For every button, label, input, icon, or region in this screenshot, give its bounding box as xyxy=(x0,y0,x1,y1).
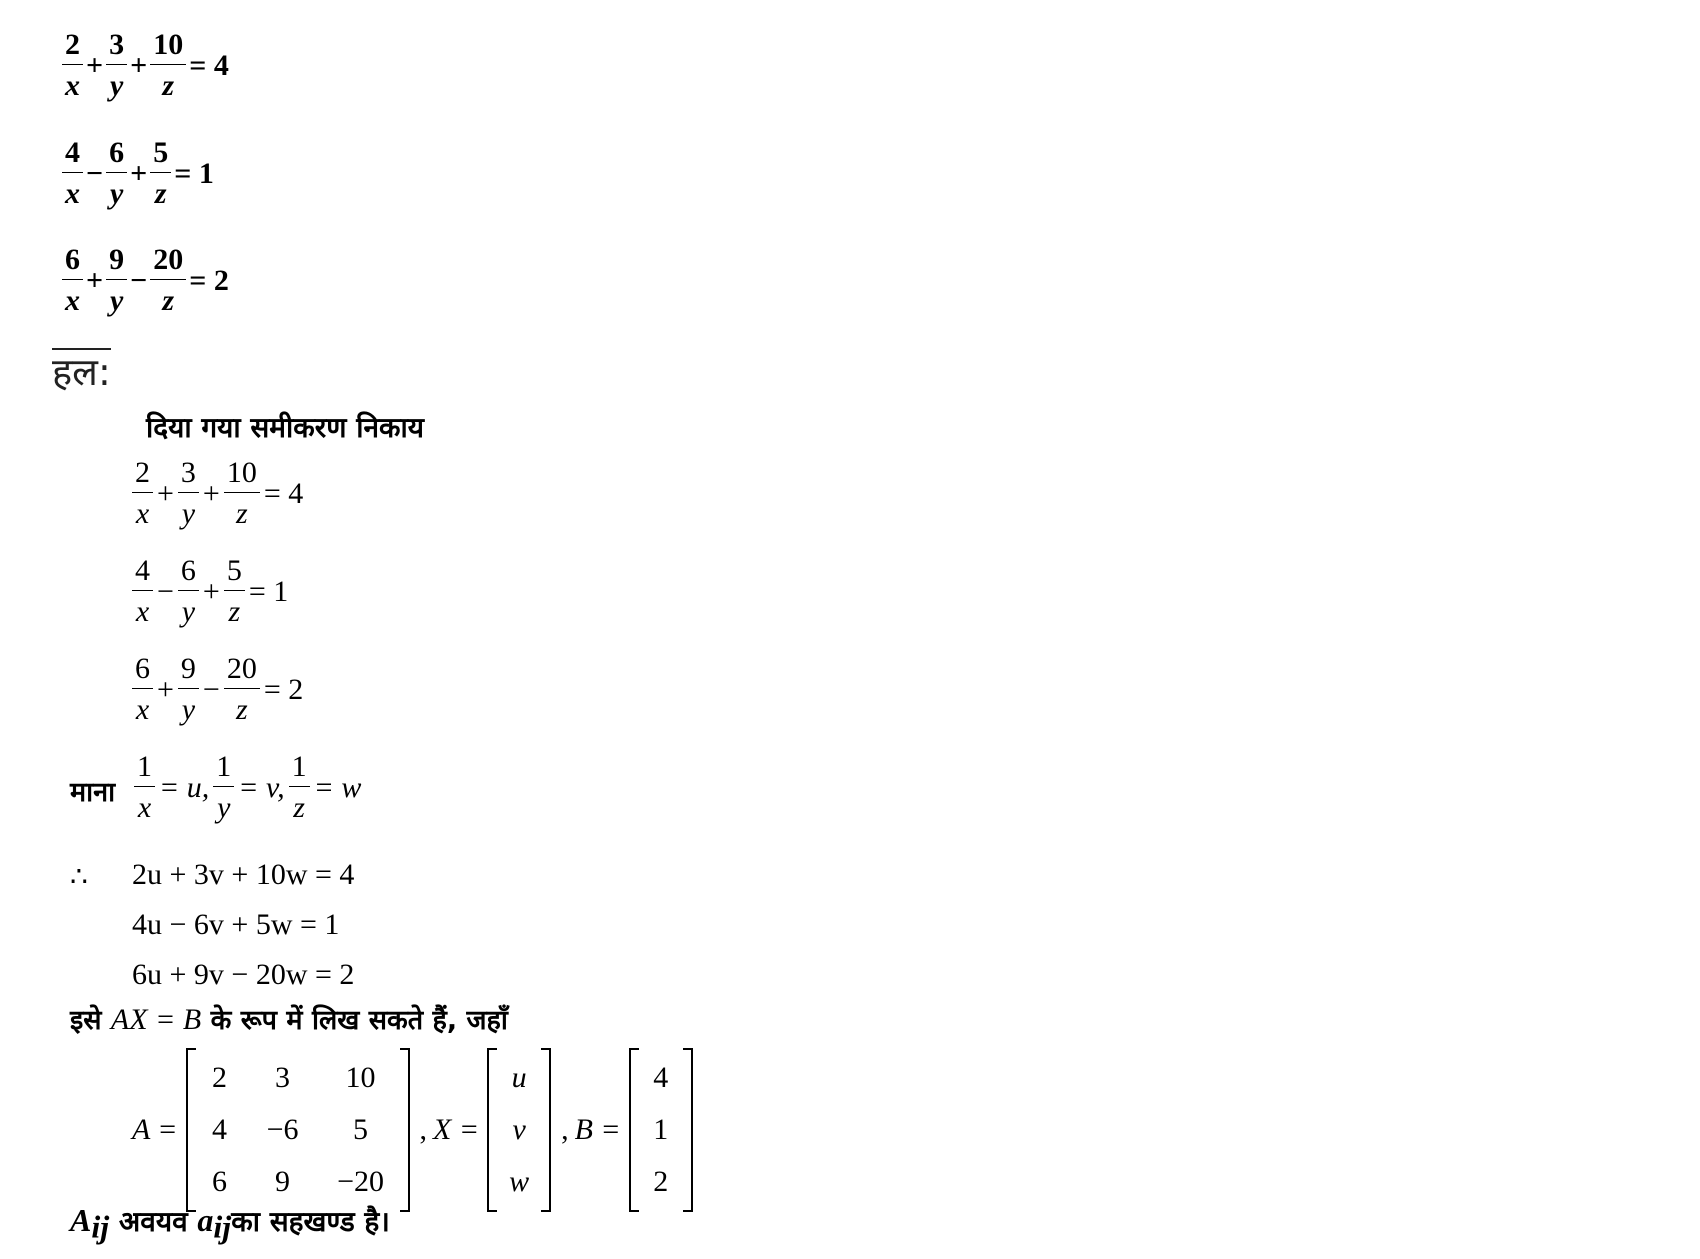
fraction: $\frac{10}{z}$ xyxy=(224,458,260,529)
fraction: $\frac{1}{y}$ xyxy=(213,752,234,823)
matrix-cell: 3 xyxy=(275,1061,291,1094)
matrix-cell: 1 xyxy=(653,1113,669,1146)
matrix-cell: 2 xyxy=(653,1165,669,1198)
fraction: $\frac{20}{z}$ xyxy=(224,654,260,725)
given-equation-2: $\frac{4}{x}$ − $\frac{6}{y}$ + $\frac{5}{z}$ = 1 xyxy=(132,556,292,627)
fraction: $\frac{2}{x}$ xyxy=(132,458,153,529)
matrix-cell: 4 xyxy=(212,1113,228,1146)
fraction: $\frac{4}{x}$ xyxy=(132,556,153,627)
substitution-label: माना xyxy=(70,777,116,808)
matrix-form-statement: इसे AX = B के रूप में लिख सकते हैं, जहाँ xyxy=(70,1003,508,1036)
matrix-cell: u xyxy=(511,1061,527,1094)
matrix-cell: −6 xyxy=(266,1113,299,1146)
fraction: $\frac{5}{z}$ xyxy=(150,138,171,209)
fraction: $\frac{3}{y}$ xyxy=(106,30,127,101)
fraction: $\frac{1}{x}$ xyxy=(134,752,155,823)
fraction: $\frac{6}{y}$ xyxy=(178,556,199,627)
fraction: $\frac{9}{y}$ xyxy=(106,245,127,316)
therefore-symbol: ∴ xyxy=(70,862,88,893)
fraction: $\frac{6}{x}$ xyxy=(62,245,83,316)
matrix-cell: 6 xyxy=(212,1165,228,1198)
substitution-expression: $\frac{1}{x}$ = u, $\frac{1}{y}$ = v, $\frac{1}{z}$ = w xyxy=(134,752,365,823)
matrix-cell: 9 xyxy=(275,1165,291,1198)
linear-equation-3: 6u + 9v − 20w = 2 xyxy=(132,958,355,991)
matrix-x xyxy=(487,1048,551,1212)
matrix-a xyxy=(186,1048,410,1212)
cofactor-statement: $A_{ij}$ अवयव $a_{ij}का$ सहखण्ड है। xyxy=(70,1202,390,1245)
given-equation-3: $\frac{6}{x}$ + $\frac{9}{y}$ − $\frac{20}{z}$ = 2 xyxy=(132,654,307,725)
fraction: $\frac{4}{x}$ xyxy=(62,138,83,209)
matrix-b-label: B = xyxy=(574,1113,621,1146)
matrix-cell: v xyxy=(512,1113,526,1146)
matrix-b xyxy=(629,1048,693,1212)
fraction: $\frac{6}{y}$ xyxy=(106,138,127,209)
matrix-x-label: X = xyxy=(433,1113,480,1146)
matrix-cell: 5 xyxy=(353,1113,369,1146)
solution-label: हल: xyxy=(52,350,111,394)
matrix-cell: 4 xyxy=(653,1061,669,1094)
linear-equation-1: 2u + 3v + 10w = 4 xyxy=(132,858,355,891)
fraction: $\frac{2}{x}$ xyxy=(62,30,83,101)
fraction: $\frac{3}{y}$ xyxy=(178,458,199,529)
fraction: $\frac{20}{z}$ xyxy=(150,245,186,316)
matrix-cell: 10 xyxy=(345,1061,376,1094)
fraction: $\frac{10}{z}$ xyxy=(150,30,186,101)
given-equation-1: $\frac{2}{x}$ + $\frac{3}{y}$ + $\frac{10}{z}$ = 4 xyxy=(132,458,307,529)
matrix-definitions: A = 2 3 10 4 −6 5 6 9 −20 , X = u v w , B = 4 1 2 xyxy=(132,1048,697,1212)
matrix-a-label: A = xyxy=(132,1113,178,1146)
linear-equation-2: 4u − 6v + 5w = 1 xyxy=(132,908,340,941)
given-system-heading: दिया गया समीकरण निकाय xyxy=(146,411,425,444)
question-equation-3: $\frac{6}{x}$ + $\frac{9}{y}$ − $\frac{20}{z}$ = 2 xyxy=(62,245,232,316)
fraction: $\frac{5}{z}$ xyxy=(224,556,245,627)
fraction: $\frac{9}{y}$ xyxy=(178,654,199,725)
fraction: $\frac{6}{x}$ xyxy=(132,654,153,725)
question-equation-1: $\frac{2}{x}$ + $\frac{3}{y}$ + $\frac{10}{z}$ = 4 xyxy=(62,30,232,101)
question-equation-2: $\frac{4}{x}$ − $\frac{6}{y}$ + $\frac{5}{z}$ = 1 xyxy=(62,138,217,209)
matrix-cell: −20 xyxy=(337,1165,384,1198)
matrix-cell: 2 xyxy=(212,1061,228,1094)
matrix-cell: w xyxy=(509,1165,530,1198)
fraction: $\frac{1}{z}$ xyxy=(289,752,310,823)
